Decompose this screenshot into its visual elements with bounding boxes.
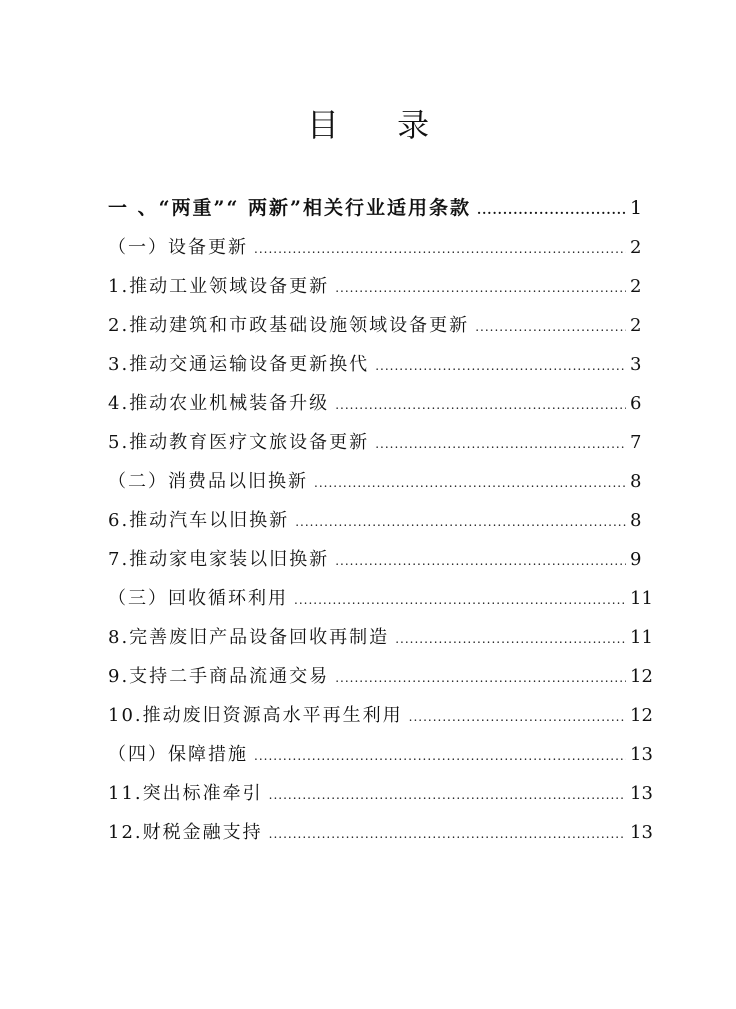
toc-leader-dots bbox=[269, 776, 626, 815]
toc-entry[interactable] bbox=[108, 540, 640, 579]
toc-entry-page: 8 bbox=[630, 510, 642, 531]
toc-leader-dots bbox=[335, 659, 626, 698]
toc-entry[interactable] bbox=[108, 384, 640, 423]
toc-entry-page: 9 bbox=[630, 549, 642, 570]
toc-leader-dots bbox=[409, 698, 626, 737]
toc-leader-dots bbox=[335, 542, 626, 581]
toc-entry[interactable] bbox=[108, 735, 653, 774]
toc-entry-page: 2 bbox=[630, 315, 642, 336]
toc-leader-dots bbox=[269, 815, 626, 854]
toc-entry[interactable] bbox=[108, 813, 653, 852]
toc-entry-page: 12 bbox=[630, 666, 653, 687]
toc-entry-label: 6.推动汽车以旧换新 bbox=[108, 510, 290, 531]
toc-entry[interactable] bbox=[108, 228, 640, 267]
toc-entry-page: 13 bbox=[630, 744, 653, 765]
toc-entry-label: 10.推动废旧资源高水平再生利用 bbox=[108, 705, 403, 726]
toc-entry-label: 8.完善废旧产品设备回收再制造 bbox=[108, 627, 390, 648]
toc-entry[interactable] bbox=[108, 462, 640, 501]
toc-leader-dots bbox=[294, 581, 626, 620]
toc-entry-page: 2 bbox=[630, 276, 642, 297]
toc-leader-dots bbox=[375, 425, 626, 464]
toc-entry-label: 2.推动建筑和市政基础设施领域设备更新 bbox=[108, 315, 470, 336]
toc-entry[interactable] bbox=[108, 774, 653, 813]
toc-leader-dots bbox=[335, 386, 626, 425]
toc-entry-page: 13 bbox=[630, 783, 653, 804]
toc-entry-label: 11.突出标准牵引 bbox=[108, 783, 263, 804]
toc-entry-label: 4.推动农业机械装备升级 bbox=[108, 393, 330, 414]
toc-entry-label: （四）保障措施 bbox=[108, 744, 248, 765]
toc-entry[interactable] bbox=[108, 267, 640, 306]
toc-entry-label: 1.推动工业领域设备更新 bbox=[108, 276, 330, 297]
toc-entry-label: 3.推动交通运输设备更新换代 bbox=[108, 354, 370, 375]
toc-entry-label: （二）消费品以旧换新 bbox=[108, 471, 308, 492]
toc-entry-page: 7 bbox=[630, 432, 642, 453]
toc-entry[interactable] bbox=[108, 696, 653, 735]
toc-entry-label: 5.推动教育医疗文旅设备更新 bbox=[108, 432, 370, 453]
toc-entry-label: 9.支持二手商品流通交易 bbox=[108, 666, 330, 687]
toc-leader-dots bbox=[375, 347, 626, 386]
toc-entry-label: 12.财税金融支持 bbox=[108, 822, 263, 843]
toc-entry-label: 一 、“两重”“ 两新”相关行业适用条款 bbox=[108, 197, 471, 219]
toc-entry-page: 8 bbox=[630, 471, 642, 492]
toc-entry[interactable] bbox=[108, 306, 640, 345]
toc-leader-dots bbox=[335, 269, 626, 308]
toc-title: 目 录 bbox=[306, 106, 454, 144]
toc-entry-label: 7.推动家电家装以旧换新 bbox=[108, 549, 330, 570]
toc-entry-page: 6 bbox=[630, 393, 642, 414]
toc-entry-page: 1 bbox=[630, 197, 643, 219]
toc-entry-label: （一）设备更新 bbox=[108, 237, 248, 258]
toc-leader-dots bbox=[395, 620, 626, 659]
toc-leader-dots bbox=[295, 503, 626, 542]
toc-entry[interactable] bbox=[108, 423, 640, 462]
toc-entry[interactable] bbox=[108, 618, 653, 657]
toc-entry[interactable] bbox=[108, 579, 653, 618]
toc-entry[interactable] bbox=[108, 345, 640, 384]
toc-entry[interactable] bbox=[108, 501, 640, 540]
toc-entry-page: 11 bbox=[630, 627, 653, 648]
toc-entry-page: 13 bbox=[630, 822, 653, 843]
toc-entry-page: 3 bbox=[630, 354, 642, 375]
toc-entry[interactable] bbox=[108, 189, 643, 228]
toc-leader-dots bbox=[254, 230, 626, 269]
toc-leader-dots bbox=[254, 737, 626, 776]
toc-leader-dots bbox=[477, 191, 626, 230]
toc-entry-page: 2 bbox=[630, 237, 642, 258]
toc-entry-page: 12 bbox=[630, 705, 653, 726]
table-of-contents bbox=[108, 189, 653, 852]
toc-entry[interactable] bbox=[108, 657, 653, 696]
toc-entry-page: 11 bbox=[630, 588, 653, 609]
toc-leader-dots bbox=[314, 464, 626, 503]
toc-entry-label: （三）回收循环利用 bbox=[108, 588, 288, 609]
toc-leader-dots bbox=[475, 308, 626, 347]
